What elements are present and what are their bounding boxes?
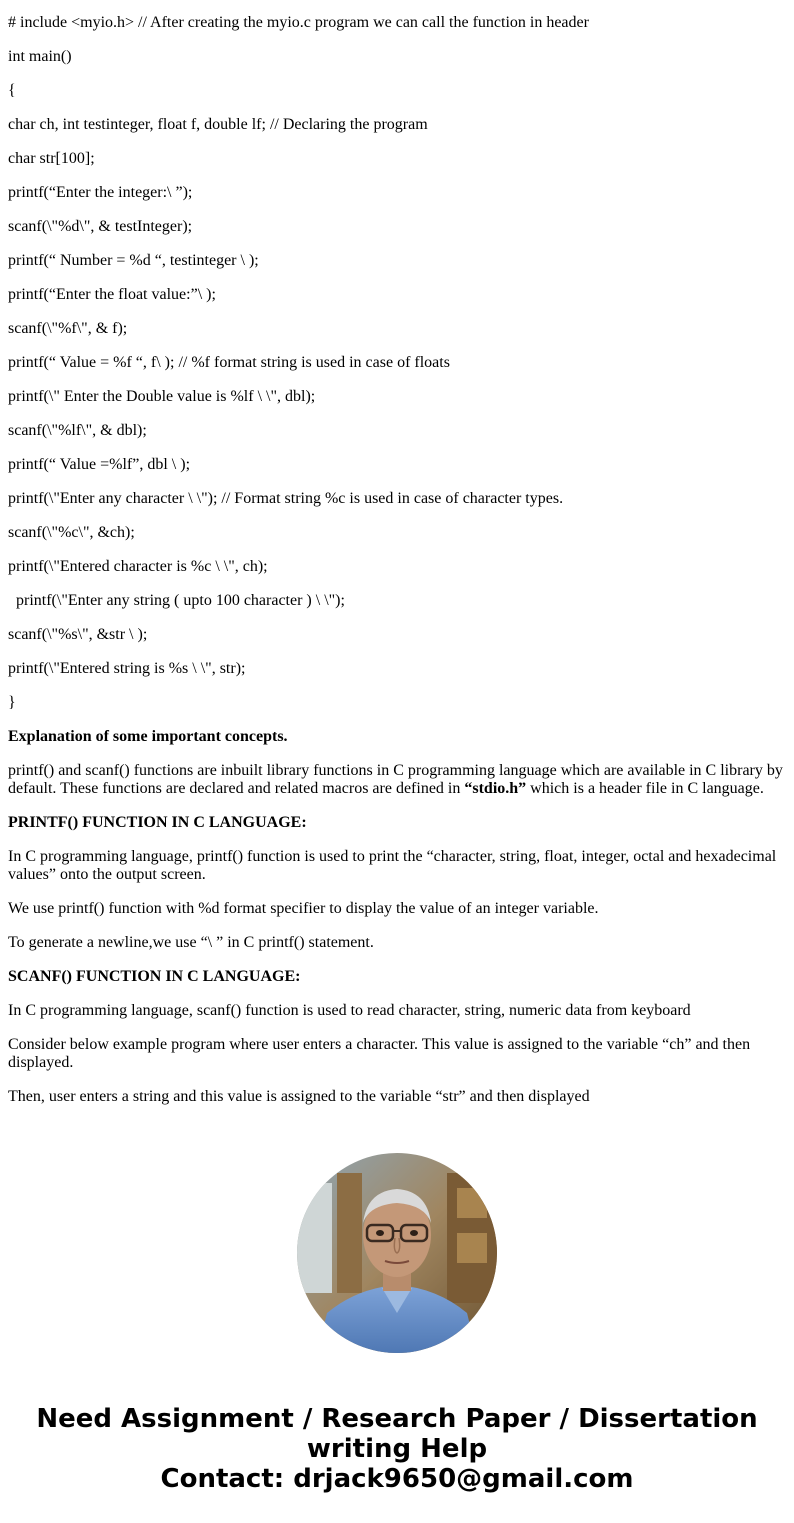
code-line: scanf(\"%f\", & f); (8, 320, 128, 337)
intro-text: printf() and scanf() functions are inbuilt library functions in C programming language which are available in C library by default. These functions are declared and related macros are defined in (8, 762, 783, 797)
code-line: scanf(\"%lf\", & dbl); (8, 422, 147, 439)
printf-paragraph: In C programming language, printf() function is used to print the “character, string, float, integer, octal and hexadecimal values” onto the output screen. (8, 848, 777, 883)
scanf-heading: SCANF() FUNCTION IN C LANGUAGE: (8, 968, 301, 985)
portrait-image (297, 1153, 497, 1353)
code-line: printf(“ Number = %d “, testinteger \ ); (8, 252, 259, 269)
code-line: char str[100]; (8, 150, 95, 167)
code-line: printf(\"Entered string is %s \ \", str); (8, 660, 246, 677)
code-line: printf(\"Entered character is %c \ \", ch); (8, 558, 268, 575)
stdio-header-name: “stdio.h” (464, 780, 527, 797)
intro-paragraph (8, 762, 786, 798)
code-line: printf(“Enter the float value:”\ ); (8, 286, 216, 303)
document-body (8, 14, 786, 1122)
printf-paragraph: To generate a newline,we use “\ ” in C printf() statement. (8, 934, 374, 951)
code-line: # include <myio.h> // After creating the myio.c program we can call the function in header (8, 14, 589, 31)
contact-email: Contact: drjack9650@gmail.com (160, 1464, 634, 1494)
author-avatar (297, 1153, 497, 1353)
code-line: printf(“ Value = %f “, f\ ); // %f format string is used in case of floats (8, 354, 450, 371)
explanation-heading: Explanation of some important concepts. (8, 728, 288, 745)
code-line: printf(\" Enter the Double value is %lf \ \", dbl); (8, 388, 316, 405)
scanf-paragraph: Consider below example program where user enters a character. This value is assigned to the variable “ch” and then displayed. (8, 1036, 751, 1071)
scanf-paragraph: In C programming language, scanf() function is used to read character, string, numeric data from keyboard (8, 1002, 691, 1019)
promo-line: Need Assignment / Research Paper / Dissertation (36, 1404, 758, 1434)
code-line: printf(\"Enter any string ( upto 100 character ) \ \"); (8, 592, 345, 609)
code-line: scanf(\"%c\", &ch); (8, 524, 135, 541)
code-line: char ch, int testinteger, float f, double lf; // Declaring the program (8, 116, 428, 133)
code-line: printf(“ Value =%lf”, dbl \ ); (8, 456, 191, 473)
code-line: scanf(\"%d\", & testInteger); (8, 218, 193, 235)
code-line: printf(\"Enter any character \ \"); // Format string %c is used in case of character types. (8, 490, 564, 507)
code-line: scanf(\"%s\", &str \ ); (8, 626, 148, 643)
printf-heading: PRINTF() FUNCTION IN C LANGUAGE: (8, 814, 307, 831)
code-line: { (8, 82, 16, 99)
promo-line: writing Help (306, 1434, 488, 1464)
code-line: printf(“Enter the integer:\ ”); (8, 184, 193, 201)
intro-text-end: which is a header file in C language. (526, 780, 764, 797)
promo-banner (0, 1404, 794, 1494)
code-listing (8, 14, 786, 712)
code-line: } (8, 694, 16, 711)
code-line: int main() (8, 48, 72, 65)
printf-paragraph: We use printf() function with %d format specifier to display the value of an integer variable. (8, 900, 599, 917)
scanf-paragraph: Then, user enters a string and this value is assigned to the variable “str” and then displayed (8, 1088, 590, 1105)
